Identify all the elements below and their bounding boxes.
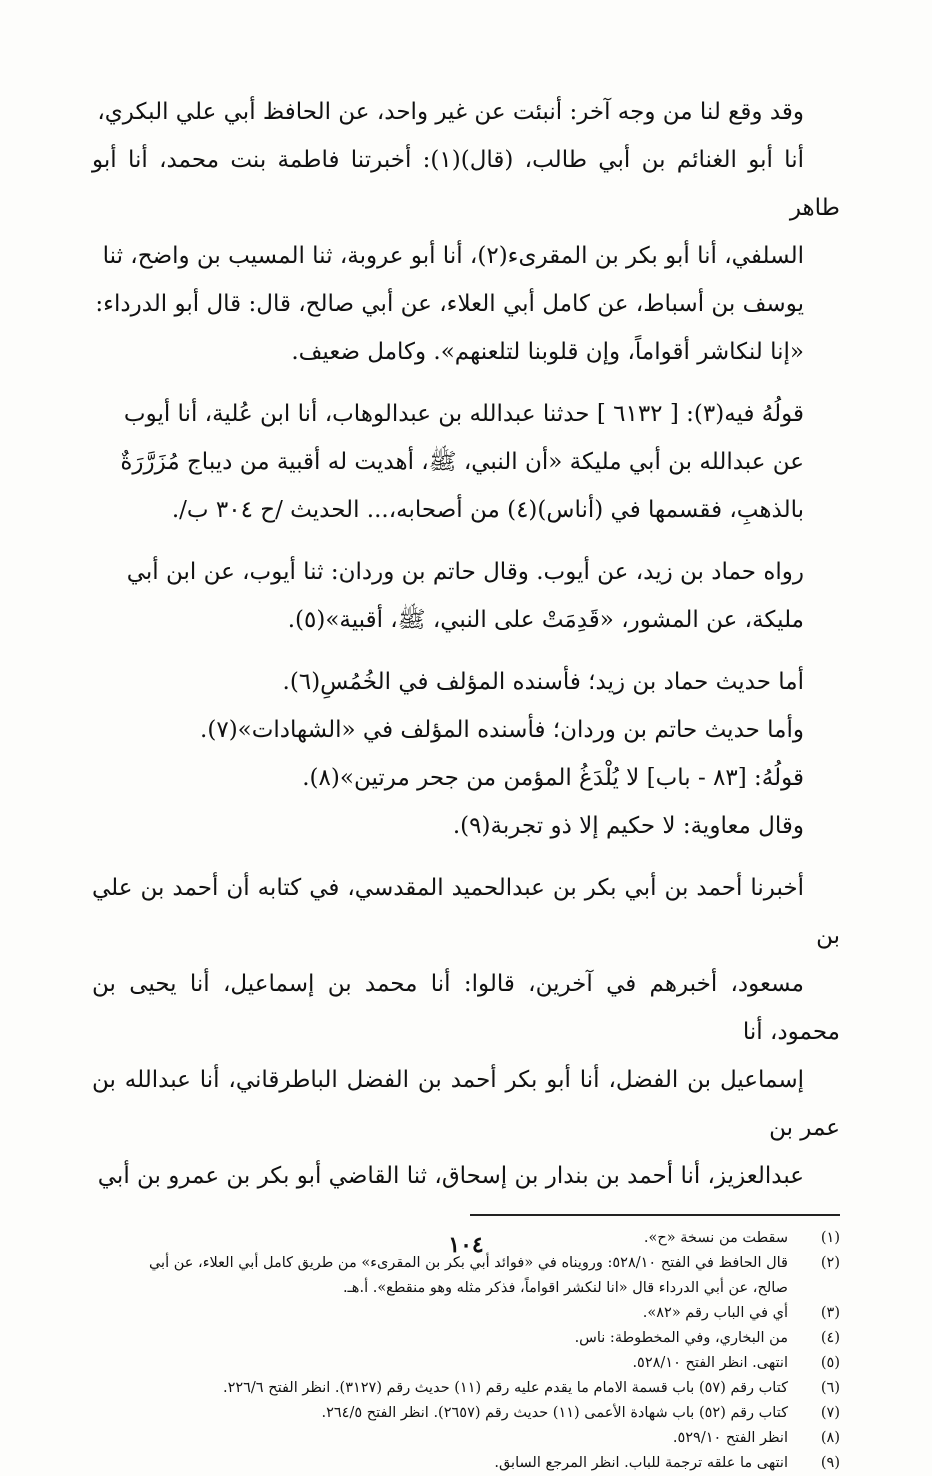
footnote-number: (٨) (820, 1430, 840, 1446)
footnote-number: (٦) (820, 1380, 840, 1396)
footnote-number: (٣) (820, 1305, 840, 1321)
footnote-number: (٧) (820, 1405, 840, 1421)
text-line: وقال معاوية: لا حكيم إلا ذو تجربة(٩). (452, 813, 804, 839)
paragraph-1 (92, 88, 840, 376)
footnotes (92, 1226, 840, 1476)
page-number: ١٠٤ (448, 1232, 484, 1258)
footnote-9 (92, 1451, 840, 1476)
main-text (92, 88, 840, 1200)
text-line: أنا أبو الغنائم بن أبي طالب، (قال)(١): أخبرتنا فاطمة بنت محمد، أنا أبو طاهر (92, 147, 840, 221)
footnote-text (92, 1451, 788, 1476)
paragraph-2 (92, 390, 840, 534)
footnote-line: أي في الباب رقم «٨٢». (642, 1305, 788, 1321)
footnote-line: من البخاري، وفي المخطوطة: ناس. (574, 1330, 788, 1346)
footnote-number: (٩) (820, 1455, 840, 1471)
footnote-line: سقطت من نسخة «ح». (643, 1230, 788, 1246)
text-line: مسعود، أخبرهم في آخرين، قالوا: أنا محمد بن إسماعيل، أنا يحيى بن محمود، أنا (92, 971, 840, 1045)
text-line: أخبرنا أحمد بن أبي بكر بن عبدالحميد المقدسي، في كتابه أن أحمد بن علي بن (92, 875, 840, 949)
footnote-5 (92, 1351, 840, 1376)
text-line: عبدالعزيز، أنا أحمد بن بندار بن إسحاق، ثنا القاضي أبو بكر بن عمرو بن أبي (97, 1163, 804, 1189)
text-line: أما حديث حماد بن زيد؛ فأسنده المؤلف في الخُمُسِ(٦). (282, 669, 804, 695)
paragraph-3 (92, 548, 840, 644)
text-line: عن عبدالله بن أبي مليكة «أن النبي، ﷺ، أهديت له أقبية من ديباج مُزَرَّرَةٌ (120, 449, 804, 475)
footnote-text (92, 1376, 788, 1401)
paragraph-5 (92, 864, 840, 1200)
footnote-line: كتاب رقم (٥٧) باب قسمة الامام ما يقدم عليه رقم (١١) حديث رقم (٣١٢٧). انظر الفتح ٢٢٦/٦. (222, 1380, 788, 1396)
footnote-6 (92, 1376, 840, 1401)
footnote-text (92, 1401, 788, 1426)
footnote-separator (470, 1214, 840, 1216)
footnote-line: انتهى. انظر الفتح ٥٢٨/١٠. (632, 1355, 788, 1371)
text-line: قولُهُ فيه(٣): [ ٦١٣٢ ] حدثنا عبدالله بن عبدالوهاب، أنا ابن عُلية، أنا أيوب (123, 401, 804, 427)
footnote-text (92, 1326, 788, 1351)
footnote-line: انتهى ما علقه ترجمة للباب. انظر المرجع السابق. (494, 1455, 788, 1471)
footnote-8 (92, 1426, 840, 1451)
text-line: رواه حماد بن زيد، عن أيوب. وقال حاتم بن وردان: ثنا أيوب، عن ابن أبي (126, 559, 804, 585)
text-line: قولُهُ: [٨٣ - باب] لا يُلْدَغُ المؤمن من جحر مرتين»(٨). (302, 765, 804, 791)
footnote-line: صالح، عن أبي الدرداء قال «انا لنكشر اقواماً، فذكر مثله وهو منقطع». أ.هـ. (342, 1280, 788, 1296)
footnote-line: انظر الفتح ٥٢٩/١٠. (672, 1430, 788, 1446)
footnote-text (92, 1301, 788, 1326)
footnote-line: كتاب رقم (٥٢) باب شهادة الأعمى (١١) حديث رقم (٢٦٥٧). انظر الفتح ٢٦٤/٥. (321, 1405, 788, 1421)
footnote-text (92, 1351, 788, 1376)
text-line: مليكة، عن المشور، «قَدِمَتْ على النبي، ﷺ، أقبية»(٥). (287, 607, 804, 633)
footnote-number: (٤) (820, 1330, 840, 1346)
footnote-7 (92, 1401, 840, 1426)
text-line: «إنا لنكاشر أقواماً، وإن قلوبنا لتلعنهم». وكامل ضعيف. (291, 339, 804, 365)
footnote-3 (92, 1301, 840, 1326)
footnote-line: قال الحافظ في الفتح ٥٢٨/١٠: ورويناه في «فوائد أبي بكر بن المقرىء» من طريق كامل أبي العلاء، عن أبي (148, 1255, 788, 1271)
footnote-number: (١) (820, 1230, 840, 1246)
text-line: بالذهبِ، فقسمها في (أناس)(٤) من أصحابه،... الحديث /ح ٣٠٤ ب/. (171, 497, 804, 523)
footnote-text (92, 1251, 788, 1301)
paragraph-4 (92, 658, 840, 850)
text-line: إسماعيل بن الفضل، أنا أبو بكر أحمد بن الفضل الباطرقاني، أنا عبدالله بن عمر بن (92, 1067, 840, 1141)
footnote-text (92, 1426, 788, 1451)
text-line: وقد وقع لنا من وجه آخر: أنبئت عن غير واحد، عن الحافظ أبي علي البكري، (97, 99, 804, 125)
text-line: وأما حديث حاتم بن وردان؛ فأسنده المؤلف في «الشهادات»(٧). (200, 717, 804, 743)
footnote-2 (92, 1251, 840, 1301)
text-line: يوسف بن أسباط، عن كامل أبي العلاء، عن أبي صالح، قال: قال أبو الدرداء: (95, 291, 804, 317)
footnote-4 (92, 1326, 840, 1351)
footnote-number: (٢) (820, 1255, 840, 1271)
footnote-number: (٥) (820, 1355, 840, 1371)
text-line: السلفي، أنا أبو بكر بن المقرىء(٢)، أنا أبو عروبة، ثنا المسيب بن واضح، ثنا (102, 243, 804, 269)
